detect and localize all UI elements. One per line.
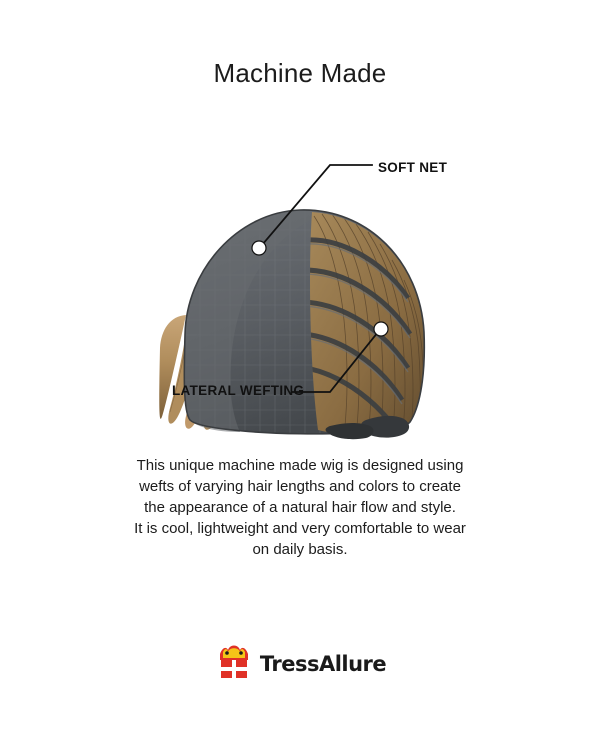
wig-cap-diagram	[0, 120, 600, 440]
callout-label-lateral-wefting: LATERAL WEFTING	[172, 383, 305, 398]
description-line: on daily basis.	[252, 541, 348, 558]
description-line: wefts of varying hair lengths and colors to create	[139, 478, 461, 495]
description-line: It is cool, lightweight and very comfortable to wear	[134, 520, 466, 537]
description-line: This unique machine made wig is designed using	[136, 457, 464, 474]
brand-logo	[0, 636, 600, 692]
description-text	[60, 455, 540, 560]
lateral-wefts	[300, 206, 432, 436]
callout-label-soft-net: SOFT NET	[378, 160, 448, 175]
page-title: Machine Made	[213, 58, 387, 88]
tressallure-crown-icon	[214, 642, 254, 686]
brand-name: TressAllure	[259, 652, 387, 676]
description-line: the appearance of a natural hair flow and style.	[144, 499, 456, 516]
